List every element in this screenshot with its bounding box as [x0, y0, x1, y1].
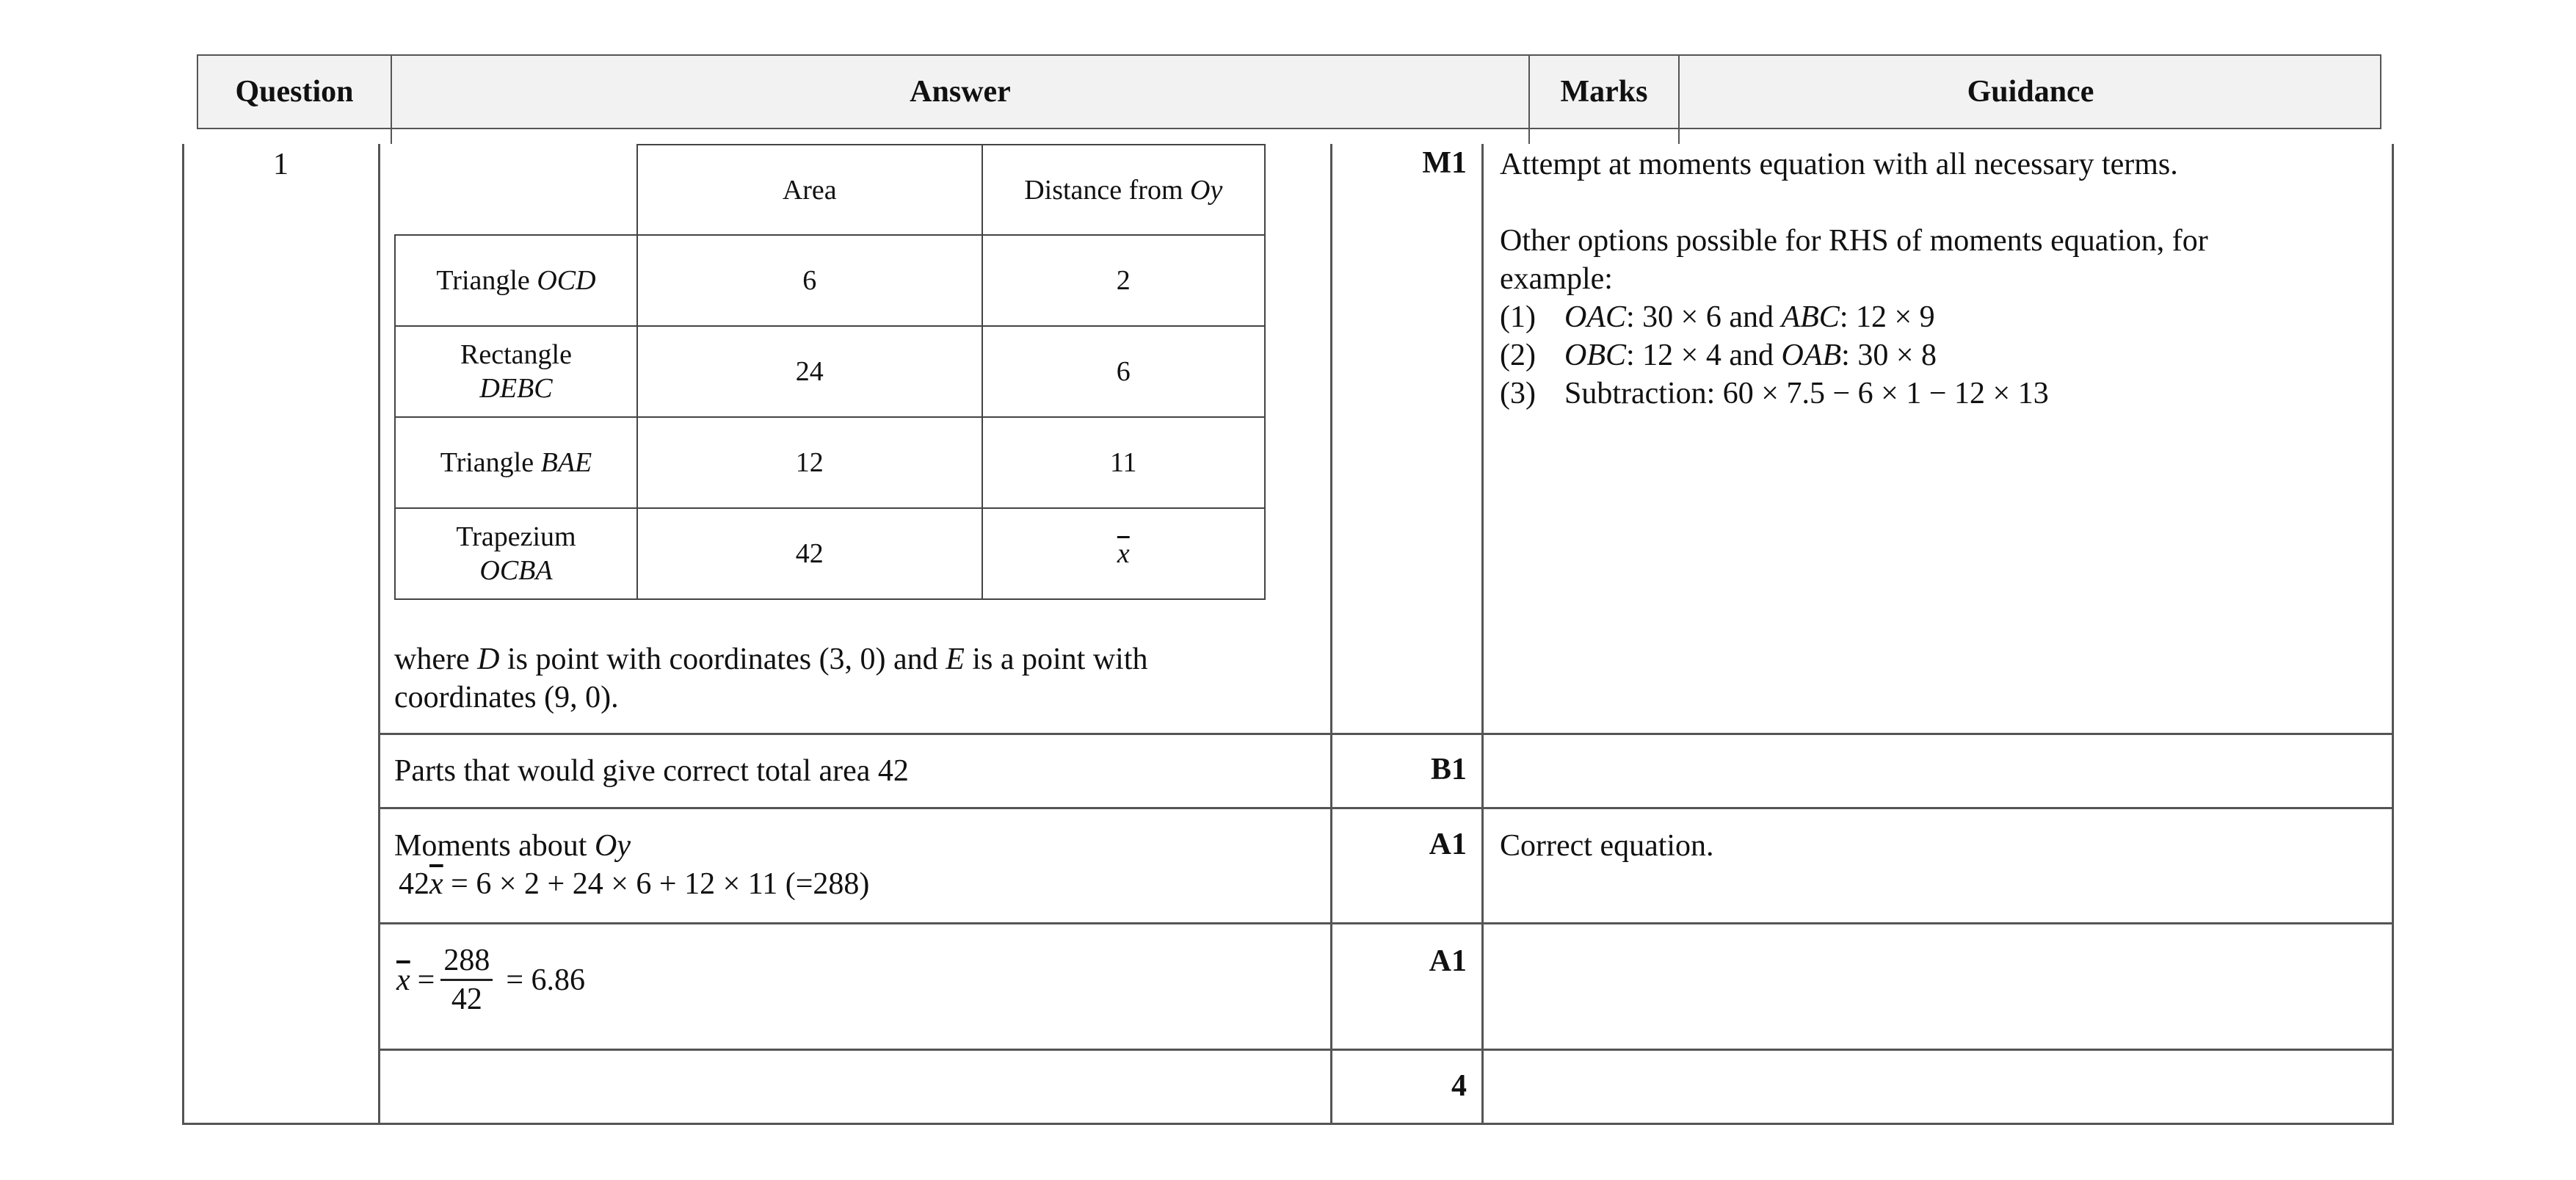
shape-cell: Triangle OCD: [395, 235, 637, 326]
x-bar-symbol: $\overline{x}$: [396, 963, 410, 997]
area-cell: 12: [637, 417, 982, 508]
table-border-left: [182, 144, 184, 1125]
table-border-guidance: [1481, 144, 1484, 1125]
x-bar-symbol: $\overline{x}$: [429, 867, 443, 901]
fraction: $\frac{288}{42}$: [440, 942, 493, 1018]
x-bar-symbol: $\overline{x}$: [1117, 538, 1130, 569]
moments-table: [394, 144, 1266, 600]
distance-cell: [982, 508, 1265, 599]
header-marks: Marks: [1560, 75, 1648, 109]
answer-text: Moments about Oy $42\overline{x} = 6 \times 2 + 24 \times 6 + 12 \times 11$ (=288): [394, 829, 870, 901]
answer-note: where D is point with coordinates (3, 0) and E is a point with coordinates (9, 0).: [394, 643, 1148, 714]
shape-cell: Triangle BAE: [395, 417, 637, 508]
col-header-area: Area: [637, 145, 982, 235]
table-border-marks: [1330, 144, 1332, 1125]
shape-cell: Trapezium OCBA: [395, 508, 637, 599]
distance-cell: 6: [982, 326, 1265, 417]
col-header-distance: Distance from Oy: [982, 145, 1265, 235]
shape-cell: Rectangle DEBC: [395, 326, 637, 417]
mark-b1: B1: [1430, 753, 1467, 786]
mark-a1: A1: [1429, 944, 1467, 978]
question-number: 1: [273, 148, 289, 181]
table-border-bottom: [182, 1123, 2394, 1125]
row-divider: [378, 922, 2394, 924]
area-cell: 24: [637, 326, 982, 417]
answer-text: Parts that would give correct total area 42: [394, 754, 909, 788]
mark-total: 4: [1451, 1069, 1467, 1103]
header-question: Question: [235, 75, 354, 109]
header-guidance: Guidance: [1967, 75, 2094, 109]
table-border-right: [2392, 144, 2394, 1125]
table-header: [197, 54, 2381, 129]
guidance-text: Correct equation.: [1500, 829, 1714, 863]
table-border-answer: [378, 144, 380, 1125]
row-divider: [378, 1049, 2394, 1051]
guidance-text: Attempt at moments equation with all necessary terms. Other options possible for RHS of moments equation, for example: (1) OAC: 30 × 6 and ABC: 12 × 9 (2) OBC: 12 × 4 and OAB: 30 × 8 (3) Subtraction: 60 × 7.5 − 6 × 1 − 12 × 13: [1500, 145, 2208, 413]
distance-cell: 2: [982, 235, 1265, 326]
distance-cell: 11: [982, 417, 1265, 508]
table-corner-blank: [395, 145, 637, 235]
header-answer: Answer: [910, 75, 1011, 109]
mark-a1: A1: [1429, 828, 1467, 861]
guidance-option: (1) OAC: 30 × 6 and ABC: 12 × 9: [1500, 300, 1935, 334]
guidance-option: (2) OBC: 12 × 4 and OAB: 30 × 8: [1500, 339, 1937, 372]
row-divider: [378, 733, 2394, 735]
guidance-option: (3) Subtraction: 60 × 7.5 − 6 × 1 − 12 × 13: [1500, 377, 2049, 410]
area-cell: 6: [637, 235, 982, 326]
area-cell: 42: [637, 508, 982, 599]
mark-m1: M1: [1422, 146, 1467, 180]
answer-equation: $\overline{x}$ = $\frac{288}{42}$ = 6.86: [396, 944, 586, 1016]
row-divider: [378, 807, 2394, 809]
